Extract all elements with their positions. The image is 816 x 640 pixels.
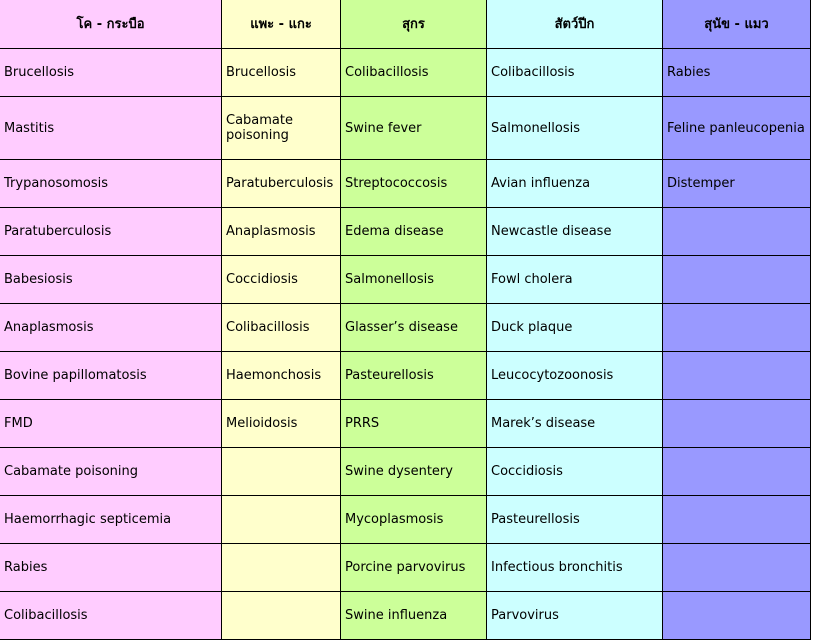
cell-goat: Coccidiosis bbox=[222, 256, 341, 304]
cell-swine: Swine dysentery bbox=[341, 448, 487, 496]
cell-pet bbox=[663, 400, 811, 448]
cell-cattle: Anaplasmosis bbox=[0, 304, 222, 352]
cell-poultry: Avian influenza bbox=[487, 160, 663, 208]
cell-cattle: Babesiosis bbox=[0, 256, 222, 304]
cell-cattle: Rabies bbox=[0, 544, 222, 592]
cell-cattle: Paratuberculosis bbox=[0, 208, 222, 256]
table-row bbox=[0, 97, 811, 160]
cell-cattle: FMD bbox=[0, 400, 222, 448]
cell-swine: Colibacillosis bbox=[341, 49, 487, 97]
cell-swine: PRRS bbox=[341, 400, 487, 448]
header-goat-sheep: แพะ - แกะ bbox=[222, 0, 341, 49]
cell-swine: Mycoplasmosis bbox=[341, 496, 487, 544]
cell-goat: Melioidosis bbox=[222, 400, 341, 448]
cell-poultry: Parvovirus bbox=[487, 592, 663, 640]
header-dog-cat: สุนัข - แมว bbox=[663, 0, 811, 49]
cell-poultry: Newcastle disease bbox=[487, 208, 663, 256]
table-row bbox=[0, 400, 811, 448]
cell-goat bbox=[222, 544, 341, 592]
header-cattle-buffalo: โค - กระบือ bbox=[0, 0, 222, 49]
cell-goat: Brucellosis bbox=[222, 49, 341, 97]
table-row bbox=[0, 304, 811, 352]
cell-goat bbox=[222, 592, 341, 640]
cell-poultry: Leucocytozoonosis bbox=[487, 352, 663, 400]
cell-goat: Paratuberculosis bbox=[222, 160, 341, 208]
cell-swine: Porcine parvovirus bbox=[341, 544, 487, 592]
table-row bbox=[0, 592, 811, 640]
cell-goat: Anaplasmosis bbox=[222, 208, 341, 256]
cell-cattle: Haemorrhagic septicemia bbox=[0, 496, 222, 544]
cell-swine: Salmonellosis bbox=[341, 256, 487, 304]
cell-cattle: Colibacillosis bbox=[0, 592, 222, 640]
cell-pet bbox=[663, 544, 811, 592]
cell-cattle: Bovine papillomatosis bbox=[0, 352, 222, 400]
header-poultry: สัตว์ปีก bbox=[487, 0, 663, 49]
header-swine: สุกร bbox=[341, 0, 487, 49]
table-row bbox=[0, 352, 811, 400]
cell-poultry: Duck plaque bbox=[487, 304, 663, 352]
cell-pet bbox=[663, 304, 811, 352]
cell-poultry: Pasteurellosis bbox=[487, 496, 663, 544]
cell-pet: Distemper bbox=[663, 160, 811, 208]
cell-swine: Edema disease bbox=[341, 208, 487, 256]
cell-pet bbox=[663, 496, 811, 544]
table-row bbox=[0, 208, 811, 256]
cell-goat: Colibacillosis bbox=[222, 304, 341, 352]
cell-cattle: Mastitis bbox=[0, 97, 222, 160]
table-row bbox=[0, 49, 811, 97]
table-row bbox=[0, 496, 811, 544]
cell-swine: Glasser’s disease bbox=[341, 304, 487, 352]
cell-swine: Swine influenza bbox=[341, 592, 487, 640]
table-row bbox=[0, 544, 811, 592]
cell-swine: Pasteurellosis bbox=[341, 352, 487, 400]
table-row bbox=[0, 160, 811, 208]
cell-pet bbox=[663, 352, 811, 400]
table-row bbox=[0, 448, 811, 496]
cell-goat: Haemonchosis bbox=[222, 352, 341, 400]
cell-cattle: Trypanosomosis bbox=[0, 160, 222, 208]
cell-goat bbox=[222, 496, 341, 544]
cell-poultry: Marek’s disease bbox=[487, 400, 663, 448]
cell-pet: Rabies bbox=[663, 49, 811, 97]
cell-pet bbox=[663, 208, 811, 256]
cell-cattle: Brucellosis bbox=[0, 49, 222, 97]
cell-poultry: Fowl cholera bbox=[487, 256, 663, 304]
cell-goat bbox=[222, 448, 341, 496]
table-row bbox=[0, 256, 811, 304]
cell-pet bbox=[663, 256, 811, 304]
cell-swine: Streptococcosis bbox=[341, 160, 487, 208]
cell-pet bbox=[663, 448, 811, 496]
cell-goat: Cabamate poisoning bbox=[222, 97, 341, 160]
cell-pet: Feline panleucopenia bbox=[663, 97, 811, 160]
cell-poultry: Salmonellosis bbox=[487, 97, 663, 160]
cell-poultry: Colibacillosis bbox=[487, 49, 663, 97]
cell-pet bbox=[663, 592, 811, 640]
cell-poultry: Coccidiosis bbox=[487, 448, 663, 496]
cell-poultry: Infectious bronchitis bbox=[487, 544, 663, 592]
cell-swine: Swine fever bbox=[341, 97, 487, 160]
header-row bbox=[0, 0, 811, 49]
cell-cattle: Cabamate poisoning bbox=[0, 448, 222, 496]
